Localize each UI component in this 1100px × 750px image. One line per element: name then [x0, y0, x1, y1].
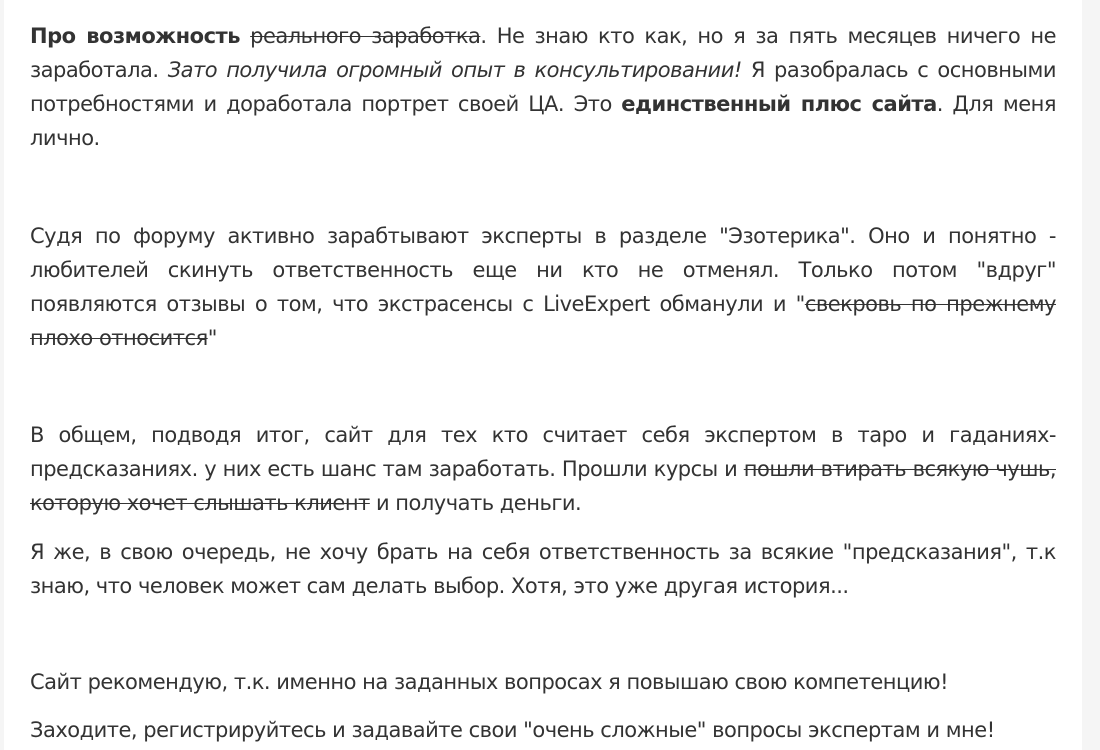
bold-text: единственный плюс сайта — [621, 92, 937, 116]
text-fragment — [240, 24, 250, 48]
review-page — [4, 0, 1082, 750]
paragraph-call-to-action: Заходите, регистрируйтесь и задавайте свои "очень сложные" вопросы экспертам и мне! — [30, 718, 995, 742]
text-fragment: Я разобралась с основными потребностями и доработала портрет своей ЦА. Это — [30, 58, 1056, 116]
text-fragment: и получать деньги. — [369, 491, 582, 515]
text-fragment: " — [207, 326, 217, 350]
paragraph-earnings — [30, 19, 1056, 155]
bold-intro: Про возможность — [30, 24, 241, 48]
paragraph-summary — [30, 418, 1056, 520]
text-fragment: Судя по форуму активно зарабтывают эксперты в разделе "Эзотерика". Оно и понятно - любителей скинуть ответственность еще ни кто не отменял. Только потом "вдруг" появляются отзывы о том, что экстрасенсы с LiveExpert обманули и " — [30, 224, 1056, 316]
italic-text: Зато получила огромный опыт в консультировании! — [167, 58, 742, 82]
strikethrough-text: реального заработка — [250, 24, 481, 48]
paragraph-recommendation: Сайт рекомендую, т.к. именно на заданных вопросах я повышаю свою компетенцию! — [30, 670, 949, 694]
text-fragment: . Не знаю кто как, но я за пять месяцев ничего не заработала. — [30, 24, 1056, 82]
text-fragment: В общем, подводя итог, сайт для тех кто считает себя экспертом в таро и гаданиях-предсказаниях. у них есть шанс там заработать. Прошли курсы и — [30, 423, 1056, 481]
text-fragment: . Для меня лично. — [30, 92, 1056, 150]
strikethrough-text: свекровь по прежнему плохо относится — [30, 292, 1056, 350]
strikethrough-text: пошли втирать всякую чушь, которую хочет слышать клиент — [30, 457, 1056, 515]
paragraph-responsibility: Я же, в свою очередь, не хочу брать на себя ответственность за всякие "предсказания", т.к знаю, что человек может сам делать выбор. Хотя, это уже другая история... — [30, 540, 1056, 598]
paragraph-forum — [30, 219, 1056, 355]
